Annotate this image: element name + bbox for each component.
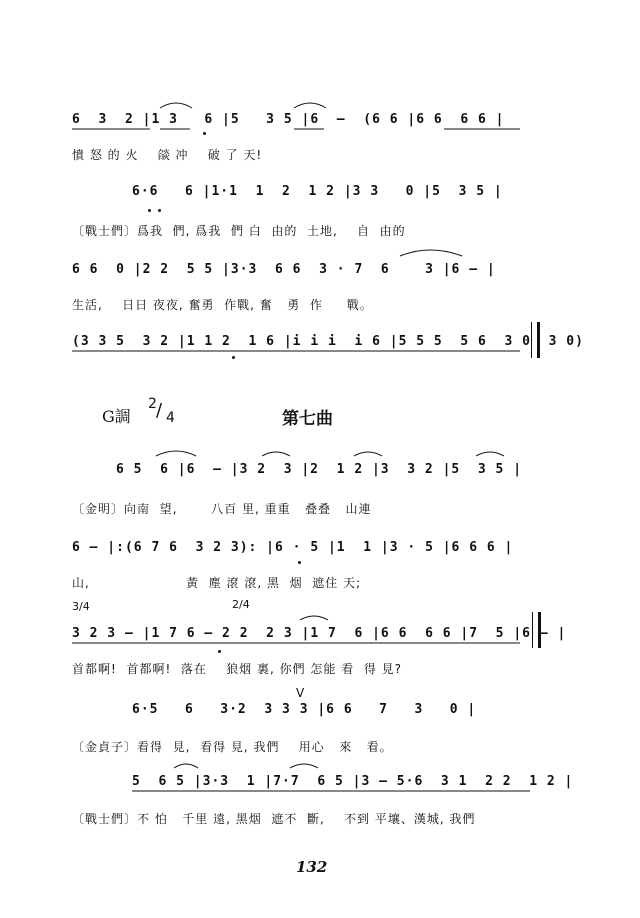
time-change-3-4: 3/4 [72,600,90,613]
octave-dot [298,561,301,564]
octave-dot [203,132,206,135]
time-numerator: 2 [148,396,157,412]
notation-line: 5 6 5 |3·3 1 |7·7 6 5 |3 — 5·6 3 1 2 2 1 2 | [132,774,574,789]
lyrics-line: 生活, 日日 夜夜, 奮勇 作戰, 奮 勇 作 戰。 [72,298,373,312]
lyrics-line: 首都啊! 首都啊! 落在 狼烟 裏, 你們 怎能 看 得 見? [72,662,403,676]
notation-line: 6 6 0 |2 2 5 5 |3·3 6 6 3 · 7 6 3 |6 — | [72,262,496,277]
lyrics-line: 〔金貞子〕看得 見, 看得 見, 我們 用心 來 看。 [72,740,393,754]
notation-line: (3 3 5 3 2 |1 1 2 1 6 |i i i i 6 |5 5 5 5 6 3 0 3 0) [72,334,584,349]
breath-mark: V [296,686,305,700]
notation-line: 6 5 6 |6 — |3 2 3 |2 1 2 |3 3 2 |5 3 5 | [116,462,523,477]
time-slash: / [156,400,163,421]
lyrics-line: 山, 黃 塵 滾 滾, 黑 烟 遮住 天; [72,576,362,590]
notation-line: 3 2 3 — |1 7 6 — 2 2 2 3 |1 7 6 |6 6 6 6 |7 5 |6 — | [72,626,567,641]
lyrics-line: 憤 怒 的 火 燄 冲 破 了 天! [72,148,263,162]
time-change-2-4: 2/4 [232,598,250,611]
lyrics-line: 〔戰士們〕不 怕 千里 遠, 黑烟 遮不 斷, 不到 平壤、漢城, 我們 [72,812,476,826]
key-signature: G調 [102,407,131,426]
octave-dot [232,356,235,359]
lyrics-line: 〔金明〕向南 望, 八百 里, 重重 叠叠 山連 [72,502,372,516]
octave-dot [218,650,221,653]
notation-line: 6·6 6 |1·1 1 2 1 2 |3 3 0 |5 3 5 | [132,184,503,199]
lyrics-line: 〔戰士們〕爲我 們, 爲我 們 白 由的 土地, 自 由的 [72,224,406,238]
page-number: 132 [296,858,328,876]
piece-title: 第七曲 [282,409,333,429]
octave-dot [148,209,151,212]
time-denominator: 4 [166,410,175,426]
notation-line: 6 — |:(6 7 6 3 2 3): |6 · 5 |1 1 |3 · 5 |6 6 6 | [72,540,514,555]
octave-dot [158,209,161,212]
notation-line: 6·5 6 3·2 3 3 3 |6 6 7 3 0 | [132,702,477,717]
notation-line: 6 3 2 |1 3 6 |5 3 5 |6 — (6 6 |6 6 6 6 | [72,112,505,127]
